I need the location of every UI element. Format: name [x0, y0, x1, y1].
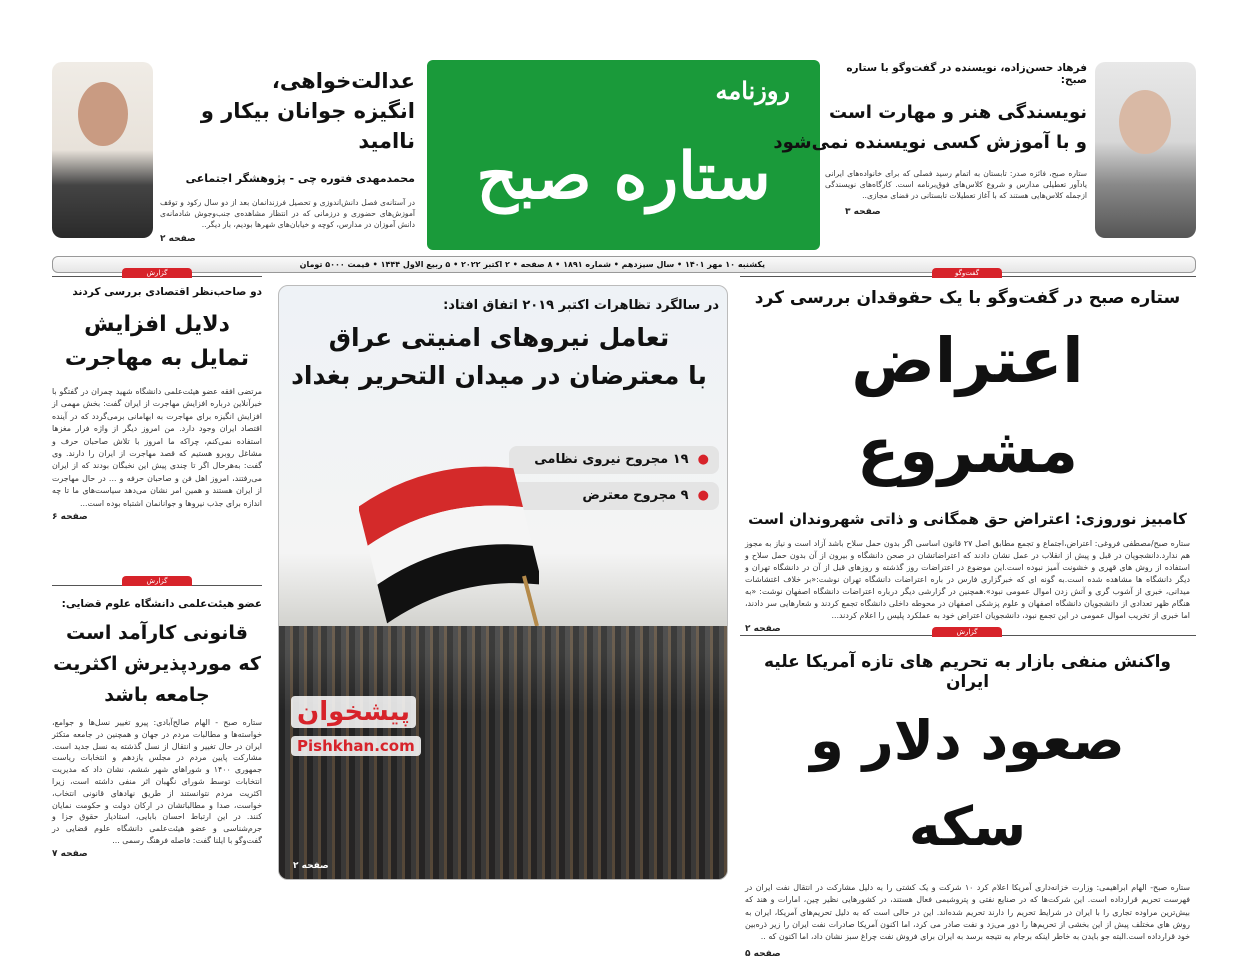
issue-info: یکشنبه ۱۰ مهر ۱۴۰۱ • سال سیزدهم • شماره ۱۸۹۱ • ۸ صفحه • ۲ اکتبر ۲۰۲۲ • ۵ ربیع الاول ۱۴۴۴ • قیمت ۵۰۰۰ تومان	[299, 260, 765, 269]
kicker: ستاره صبح در گفت‌وگو با یک حقوقدان بررسی کرد	[754, 288, 1181, 308]
headline: و با آموزش کسی نویسنده نمی‌شود	[773, 132, 1087, 153]
headline: انگیزه جوانان بیکار و ناامید	[200, 99, 415, 153]
page-ref: صفحه ۲	[745, 624, 781, 634]
headline: تمایل به مهاجرت	[64, 346, 250, 371]
bullet-item: ● ۹ مجروح معترض	[509, 482, 719, 510]
headline: صعود دلار و سکه	[810, 709, 1125, 858]
iraqi-flag-icon	[359, 456, 539, 626]
bullet-text: ۹ مجروح معترض	[582, 488, 689, 503]
masthead-logo: ستاره صبح	[476, 139, 771, 214]
headline: با معترضان در میدان التحریر بغداد	[291, 361, 707, 390]
headline: دلایل افزایش	[84, 312, 230, 337]
headline: عدالت‌خواهی،	[271, 69, 415, 93]
headline: که موردپذیرش اکثریت	[53, 653, 261, 675]
headline: اعتراض مشروع	[851, 324, 1084, 487]
story-body: ستاره صبح - الهام صالح‌آبادی: پیرو تغییر نسل‌ها و جوامع، خواسته‌ها و مطالبات مردم در جهان و همچنین در جامعه متکثر ایران در حال تغییر و انتقال از نسل گذشته به نسل جدید است. مشارکت پایین مردم در مجلس یازدهم و انتخابات ریاست جمهوری ۱۴۰۰ و شوراهای شهر ششم، نشان داد که مدیریت انتخابات توسط شورای نگهبان اثر منفی داشته است، زیرا اکثریت مردم نتوانستند از طریق نهادهای قانونی انتخاب، خواست، صدا و مطالباتشان در ارکان دولت و حکومت نمایان کنند. در این ارتباط احسان بابایی، استادیار حقوق جزا و جرم‌شناسی و عضو هیئت‌علمی دانشگاه علوم قضایی در گفت‌وگو با ایلنا گفت: فاصله فرهنگ رسمی ...	[52, 718, 262, 845]
story-body: مرتضی افقه عضو هیئت‌علمی دانشگاه شهید چمران در گفتگو با خبرآنلاین درباره افزایش مهاجرت از ایران گفت: بخش مهمی از افزایش انگیزه برای مهاجرت به ابهامانی برمی‌گردد که در آینده اقتصاد ایران وجود دارد. من امروز دیگر از واژه فرار مغزها استفاده نمی‌کنم، چراکه ما امروز با تلاش صاحبان حرف و مشاغل روبرو هستیم که قصد مهاجرت از ایران را دارند. وی گفت: به‌هرحال اگر تا چندی پیش این نخبگان بودند که از ایران می‌رفتند، امروز اهل فن و صاحبان حرفه و ... در حال مهاجرت از ایران هستند و همین امر نشان می‌دهد سیاست‌های ما تا چه اندازه برای جذب نیروها و جوانانمان اشتباه بوده است...	[52, 387, 262, 508]
kicker: در سالگرد تظاهرات اکتبر ۲۰۱۹ اتفاق افتاد:	[443, 298, 719, 313]
bullet-text: ۱۹ مجروح نیروی نظامی	[534, 452, 689, 467]
page-ref: صفحه ۵	[745, 949, 781, 959]
story-body: ستاره صبح- الهام ابراهیمی: وزارت خزانه‌داری آمریکا اعلام کرد ۱۰ شرکت و یک کشتی را به دلیل مشارکت در انتقال نفت ایران در فهرست تحریم قرارداده است. این شرکت‌ها که در صنایع نفتی و پتروشیمی فعال هستند، در کشورهایی نظیر چین، امارات و هند که بیش‌ترین مراوده تجاری را با ایران در شرایط تحریم را دارند تحریم شده‌اند. این در حالی است که به دلیل تحریم‌های آمریکا، ایران به روش های مختلف پیش از این بخشی از تحریم‌ها را دور می‌زد و نفت صادر می کرد، اما اکنون آمریکا صادرات نفت ایران را زیر ذره‌بین خود قرارداده است.البته جو بایدن به خاطر اینکه برجام به نتیجه برسد به ایران برای فروش نفت چراغ سبز نشان داد، اما اکنون که ..	[745, 883, 1190, 942]
center-story	[278, 285, 728, 880]
page-ref: صفحه ۳	[845, 207, 881, 217]
page-ref: صفحه ۶	[52, 512, 88, 523]
kicker: فرهاد حسن‌زاده، نویسنده در گفت‌وگو با ستاره صبح:	[846, 62, 1087, 86]
author-line: محمدمهدی فتوره چی - پژوهشگر اجتماعی	[185, 172, 415, 185]
section-tag: گزارش	[932, 627, 1002, 637]
teaser-body: در آستانه‌ی فصل دانش‌اندوزی و تحصیل فرزندانمان بعد از دو سال رکود و توقف آموزش‌های حضوری و درزمانی که در انتظار مشاهده‌ی جنب‌وجوش شادمانه‌ی دانش آموزان در مدارس، کوچه و خیابان‌های شهرها بودیم، بار دیگر..	[160, 198, 415, 229]
page-ref: صفحه ۲	[293, 861, 329, 871]
kicker: عضو هیئت‌علمی دانشگاه علوم قضایی:	[61, 598, 262, 610]
bullet-item: ● ۱۹ مجروح نیروی نظامی	[509, 446, 719, 474]
author-photo	[52, 62, 153, 238]
kicker: دو صاحب‌نظر اقتصادی بررسی کردند	[72, 286, 262, 298]
date-bar	[52, 256, 1196, 273]
masthead	[427, 60, 820, 250]
kicker: واکنش منفی بازار به تحریم های تازه آمریکا علیه ایران	[763, 652, 1171, 692]
section-tag: گزارش	[122, 576, 192, 586]
headline: نویسندگی هنر و مهارت است	[829, 102, 1087, 123]
page-ref: صفحه ۷	[52, 848, 88, 859]
story-body: ستاره صبح/مصطفی فروغی: اعتراض،اجتماع و تجمع مطابق اصل ۲۷ قانون اساسی اگر بدون حمل سلاح باشد آزاد است و نیاز به مجوز هم ندارد.دانشجویان در قبل و پیش از انقلاب در عمل نشان دادند که اعتراضاتشان در صحن دانشگاه و بیرون از آن بدون حمل سلاح و استفاده از روش های قهری و خشونت آمیز نبوده است.این موضوع در اعتراضات روز گذشته و روزهای قبل از آن در دانشگاه تهران و دیگر دانشگاه ها مشاهده شده است.به گونه ای که خبرگزاری فارس در باره اعتراضات دانشگاه تهران نوشت:«بر خلاف اغتشاشات میدانی، خبری از آشوب گری و آتش زدن اموال عمومی نبود».همچنین در گزارشی دیگر درباره اعتراضات دانشگاه اصفهان نوشت: «به هنگام ظهر تعدادی از دانشجویان دانشگاه اصفهان و علوم پزشکی اصفهان در محوطه داخلی دانشگاه تجمع کردند و شعارهایی سر دادند، اما خبری از تخریب اموال عمومی در این تجمع نبود، دانشجویان اعتراض خود به عملکرد پلیس را اعلام کردند...	[745, 539, 1190, 620]
section-tag: گزارش	[122, 268, 192, 278]
subhead: کامبیز نوروزی: اعتراض حق همگانی و ذاتی شهروندان است	[748, 510, 1187, 528]
author-photo	[1095, 62, 1196, 238]
headline: تعامل نیروهای امنیتی عراق	[328, 323, 670, 352]
teaser-body: ستاره صبح، فائزه صدر: تابستان به اتمام رسید فصلی که برای خانواده‌های ایرانی یادآور تعطیلی مدارس و شروع کلاس‌های فوق‌برنامه است. کارگاه‌های نویسندگی ازجمله کلاس‌هایی هستند که با آغاز تعطیلات تابستانی در فضای مجازی..	[825, 169, 1087, 200]
section-tag: گفت‌وگو	[932, 268, 1002, 278]
masthead-kicker: روزنامه	[715, 76, 790, 105]
headline: جامعه باشد	[104, 684, 210, 706]
page-ref: صفحه ۲	[160, 234, 196, 244]
headline: قانونی کارآمد است	[66, 622, 248, 644]
watermark-latin: Pishkhan.com	[291, 736, 421, 756]
watermark: پیشخوان	[291, 696, 416, 728]
